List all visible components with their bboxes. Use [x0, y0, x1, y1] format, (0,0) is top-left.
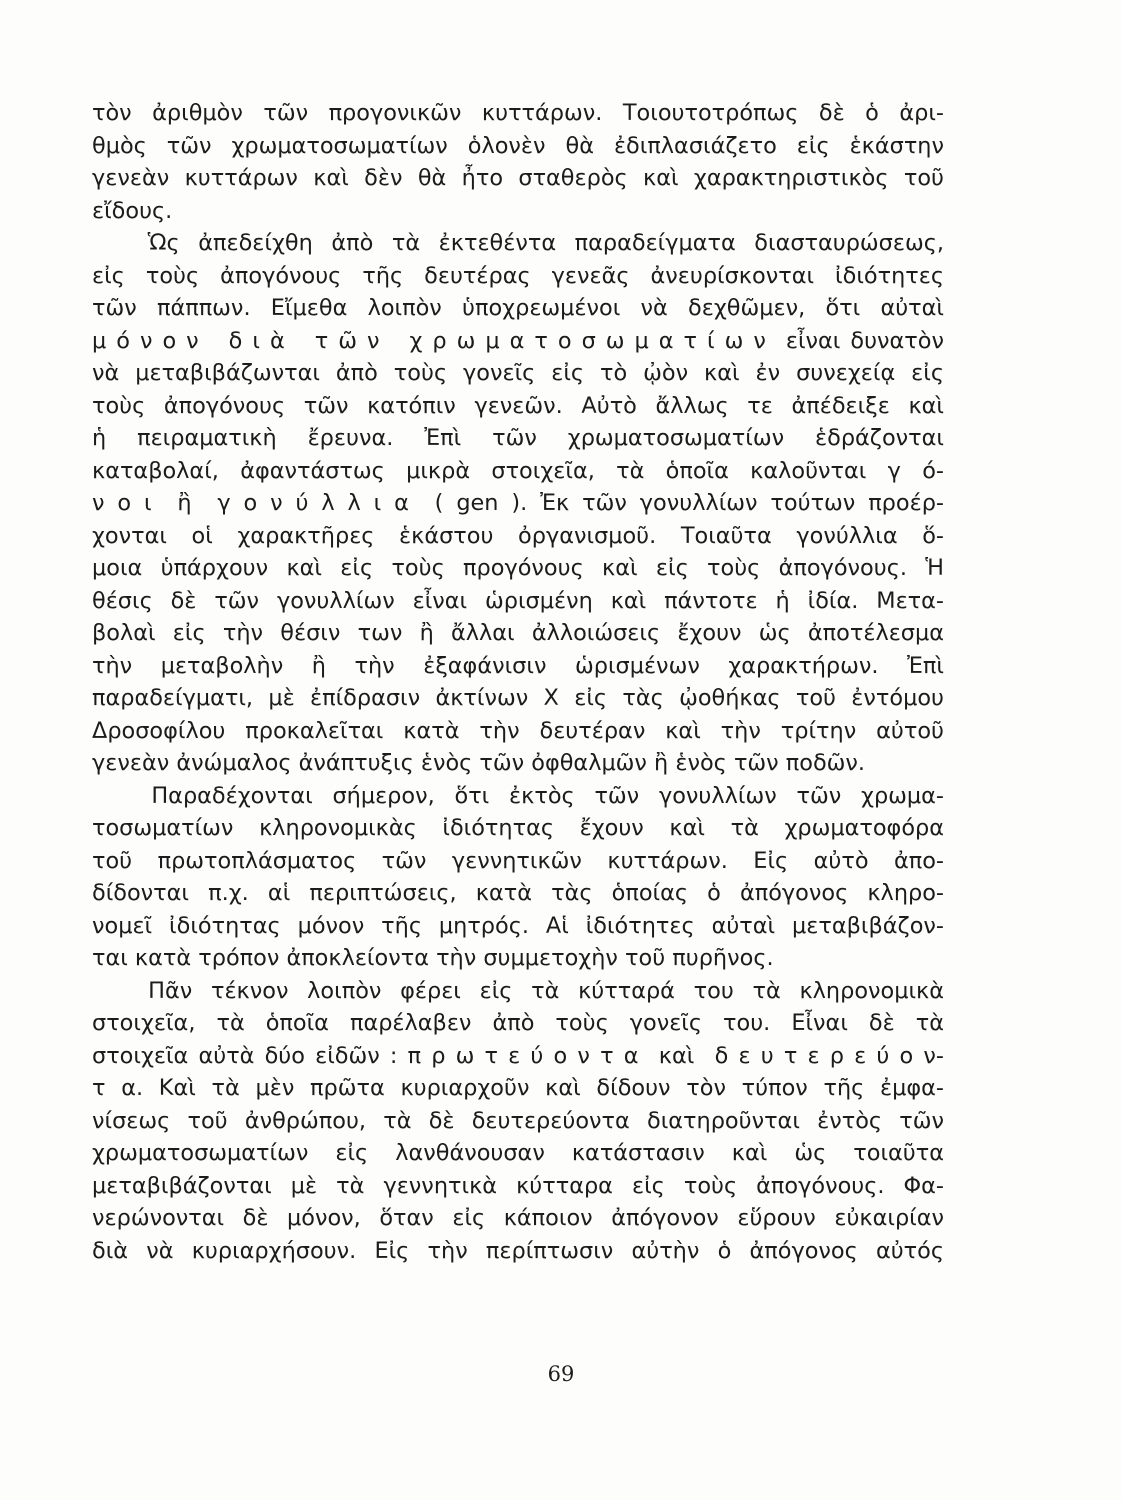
- text-line: στοιχεῖα αὐτὰ δύο εἰδῶν : π ρ ω τ ε ύ ο ν τ α καὶ δ ε υ τ ε ρ ε ύ ο ν-: [92, 1042, 944, 1069]
- text-line: δίδονται π.χ. αἱ περιπτώσεις, κατὰ τὰς ὁποίας ὁ ἀπόγονος κληρο-: [92, 880, 944, 906]
- text-line: Παραδέχονται σήμερον, ὅτι ἐκτὸς τῶν γονυλλίων τῶν χρωμα-: [92, 782, 944, 809]
- text-line: Δροσοφίλου προκαλεῖται κατὰ τὴν δευτέραν καὶ τὴν τρίτην αὐτοῦ: [92, 717, 944, 744]
- text-line: ν ο ι ἢ γ ο ν ύ λ λ ι α ( gen ). Ἐκ τῶν γονυλλίων τούτων προέρ-: [92, 490, 944, 516]
- text-line: μοια ὑπάρχουν καὶ εἰς τοὺς προγόνους καὶ εἰς τοὺς ἀπογόνους. Ἡ: [92, 555, 944, 581]
- text-line: θέσις δὲ τῶν γονυλλίων εἶναι ὡρισμένη καὶ πάντοτε ἡ ἰδία. Μετα-: [92, 587, 944, 614]
- text-line: χρωματοσωματίων εἰς λανθάνουσαν κατάστασιν καὶ ὡς τοιαῦτα: [92, 1140, 944, 1166]
- text-line: νερώνονται δὲ μόνον, ὅταν εἰς κάποιον ἀπόγονον εὕρουν εὐκαιρίαν: [92, 1205, 944, 1231]
- text-line: μ ό ν ο ν δ ι ὰ τ ῶ ν χ ρ ω μ α τ ο σ ω μ α τ ί ω ν εἶναι δυνατὸν: [92, 327, 944, 354]
- text-line: τῶν πάππων. Εἴμεθα λοιπὸν ὑποχρεωμένοι νὰ δεχθῶμεν, ὅτι αὐταὶ: [92, 295, 944, 321]
- text-line: Ὡς ἀπεδείχθη ἀπὸ τὰ ἐκτεθέντα παραδείγματα διασταυρώσεως,: [92, 230, 944, 256]
- text-line: τὸν ἀριθμὸν τῶν προγονικῶν κυττάρων. Τοιουτοτρόπως δὲ ὁ ἀρι-: [92, 100, 944, 126]
- body-text: [92, 97, 944, 1267]
- text-line: διὰ νὰ κυριαρχήσουν. Εἰς τὴν περίπτωσιν αὐτὴν ὁ ἀπόγονος αὐτός: [92, 1237, 944, 1264]
- text-line: εἰς τοὺς ἀπογόνους τῆς δευτέρας γενεᾶς ἀνευρίσκονται ἰδιότητες: [92, 262, 944, 289]
- text-line: ἡ πειραματικὴ ἔρευνα. Ἐπὶ τῶν χρωματοσωματίων ἑδράζονται: [92, 425, 944, 451]
- text-line: θμὸς τῶν χρωματοσωματίων ὁλονὲν θὰ ἐδιπλασιάζετο εἰς ἑκάστην: [92, 132, 944, 159]
- text-line: παραδείγματι, μὲ ἐπίδρασιν ἀκτίνων Χ εἰς τὰς ᾠοθήκας τοῦ ἐντόμου: [92, 685, 944, 711]
- text-line: μεταβιβάζονται μὲ τὰ γεννητικὰ κύτταρα εἰς τοὺς ἀπογόνους. Φα-: [92, 1172, 944, 1199]
- text-line: Πᾶν τέκνον λοιπὸν φέρει εἰς τὰ κύτταρά του τὰ κληρονομικὰ: [92, 977, 944, 1004]
- text-line: τοῦ πρωτοπλάσματος τῶν γεννητικῶν κυττάρων. Εἰς αὐτὸ ἀπο-: [92, 847, 944, 874]
- text-line: νομεῖ ἰδιότητας μόνον τῆς μητρός. Αἱ ἰδιότητες αὐταὶ μεταβιβάζον-: [92, 912, 944, 939]
- text-line: τ α. Καὶ τὰ μὲν πρῶτα κυριαρχοῦν καὶ δίδουν τὸν τύπον τῆς ἐμφα-: [92, 1075, 944, 1101]
- text-line: γενεὰν ἀνώμαλος ἀνάπτυξις ἑνὸς τῶν ὀφθαλμῶν ἢ ἑνὸς τῶν ποδῶν.: [92, 750, 866, 776]
- text-line: βολαὶ εἰς τὴν θέσιν των ἢ ἄλλαι ἀλλοιώσεις ἔχουν ὡς ἀποτέλεσμα: [92, 620, 944, 646]
- text-line: νὰ μεταβιβάζωνται ἀπὸ τοὺς γονεῖς εἰς τὸ ᾠὸν καὶ ἐν συνεχείᾳ εἰς: [92, 360, 944, 386]
- text-line: τοσωματίων κληρονομικὰς ἰδιότητας ἔχουν καὶ τὰ χρωματοφόρα: [92, 815, 944, 841]
- text-line: νίσεως τοῦ ἀνθρώπου, τὰ δὲ δευτερεύοντα διατηροῦνται ἐντὸς τῶν: [92, 1107, 944, 1134]
- text-line: στοιχεῖα, τὰ ὁποῖα παρέλαβεν ἀπὸ τοὺς γονεῖς του. Εἶναι δὲ τὰ: [92, 1010, 944, 1036]
- text-line: εἴδους.: [92, 197, 173, 224]
- text-line: τοὺς ἀπογόνους τῶν κατόπιν γενεῶν. Αὐτὸ ἄλλως τε ἀπέδειξε καὶ: [92, 392, 944, 419]
- page-number: 69: [547, 1362, 575, 1386]
- text-line: γενεὰν κυττάρων καὶ δὲν θὰ ἦτο σταθερὸς καὶ χαρακτηριστικὸς τοῦ: [92, 165, 944, 191]
- text-line: ται κατὰ τρόπον ἀποκλείοντα τὴν συμμετοχὴν τοῦ πυρῆνος.: [92, 945, 774, 971]
- text-line: καταβολαί, ἀφαντάστως μικρὰ στοιχεῖα, τὰ ὁποῖα καλοῦνται γ ό-: [92, 457, 944, 484]
- text-line: τὴν μεταβολὴν ἢ τὴν ἐξαφάνισιν ὡρισμένων χαρακτήρων. Ἐπὶ: [92, 652, 944, 679]
- text-line: χονται οἱ χαρακτῆρες ἑκάστου ὀργανισμοῦ. Τοιαῦτα γονύλλια ὅ-: [92, 522, 944, 549]
